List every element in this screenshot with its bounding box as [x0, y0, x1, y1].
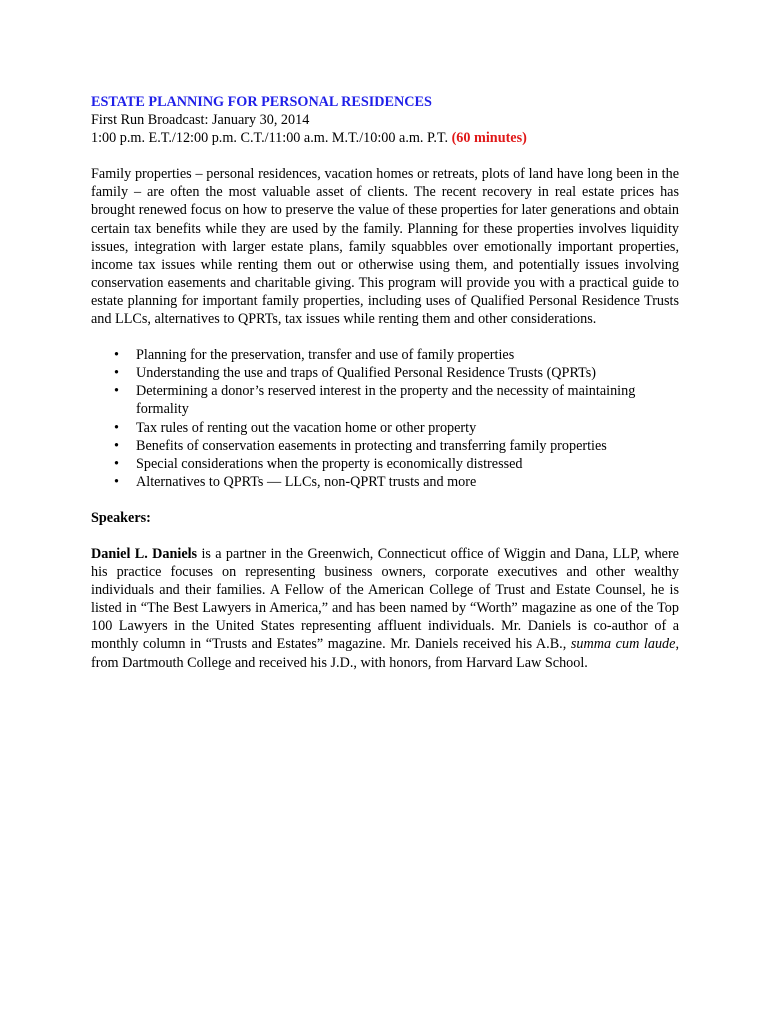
bullet-icon: •	[114, 437, 119, 454]
topic-text: Special considerations when the property is economically distressed	[136, 455, 523, 472]
broadcast-date: First Run Broadcast: January 30, 2014	[91, 112, 310, 129]
topic-item	[91, 455, 679, 473]
speakers-heading: Speakers:	[91, 509, 151, 526]
topic-item	[91, 346, 679, 364]
topic-text: Understanding the use and traps of Qualified Personal Residence Trusts (QPRTs)	[136, 365, 596, 382]
program-description: Family properties – personal residences, vacation homes or retreats, plots of land have long been in the family – are often the most valuable asset of clients. The recent recovery in real estate prices has brought renewed focus on how to preserve the value of these properties for later generations and obtain certain tax benefits while they are used by the family. Planning for these properties involves liquidity issues, integration with larger estate plans, family squabbles over emotionally important properties, income tax issues while renting them out or otherwise using them, and potentially issues involving conservation easements and charitable giving. This program will provide you with a practical guide to estate planning for important family properties, including uses of Qualified Personal Residence Trusts and LLCs, alternatives to QPRTs, tax issues while renting them and other considerations.	[91, 166, 679, 328]
topic-text: Determining a donor’s reserved interest in the property and the necessity of maintaining formality	[136, 383, 636, 418]
topic-item	[91, 473, 679, 491]
document-title: ESTATE PLANNING FOR PERSONAL RESIDENCES	[91, 94, 432, 110]
topic-text: Planning for the preservation, transfer and use of family properties	[136, 347, 515, 364]
speaker-name: Daniel L. Daniels	[91, 545, 198, 562]
bullet-icon: •	[114, 455, 119, 472]
bio-text-2: , from Dartmouth College and received his J.D., with honors, from Harvard Law School.	[91, 636, 679, 671]
bio-text-1: is a partner in the Greenwich, Connecticut office of Wiggin and Dana, LLP, where his practice focuses on representing business owners, corporate executives and other wealthy individuals and their families. A Fellow of the American College of Trust and Estate Counsel, he is listed in “The Best Lawyers in America,” and has been named by “Worth” magazine as one of the Top 100 Lawyers in the United States representing affluent individuals. Mr. Daniels is co-author of a monthly column in “Trusts and Estates” magazine. Mr. Daniels received his A.B.,	[91, 545, 679, 653]
broadcast-times	[91, 129, 679, 147]
bullet-icon: •	[114, 473, 119, 490]
topic-text: Tax rules of renting out the vacation home or other property	[136, 419, 477, 436]
bullet-icon: •	[114, 383, 119, 400]
topic-text: Benefits of conservation easements in protecting and transferring family properties	[136, 437, 607, 454]
topic-item	[91, 437, 679, 455]
topic-item	[91, 419, 679, 437]
topics-list	[91, 346, 679, 491]
bullet-icon: •	[114, 365, 119, 382]
bullet-icon: •	[114, 347, 119, 364]
bio-honor: summa cum laude	[570, 636, 676, 653]
bullet-icon: •	[114, 419, 119, 436]
speaker-bio	[91, 545, 679, 672]
topic-item	[91, 364, 679, 382]
topic-text: Alternatives to QPRTs — LLCs, non-QPRT trusts and more	[136, 473, 477, 490]
topic-item	[91, 382, 679, 418]
document-page	[91, 93, 679, 672]
times-text: 1:00 p.m. E.T./12:00 p.m. C.T./11:00 a.m. M.T./10:00 a.m. P.T.	[91, 130, 449, 147]
duration-badge: (60 minutes)	[451, 130, 527, 147]
